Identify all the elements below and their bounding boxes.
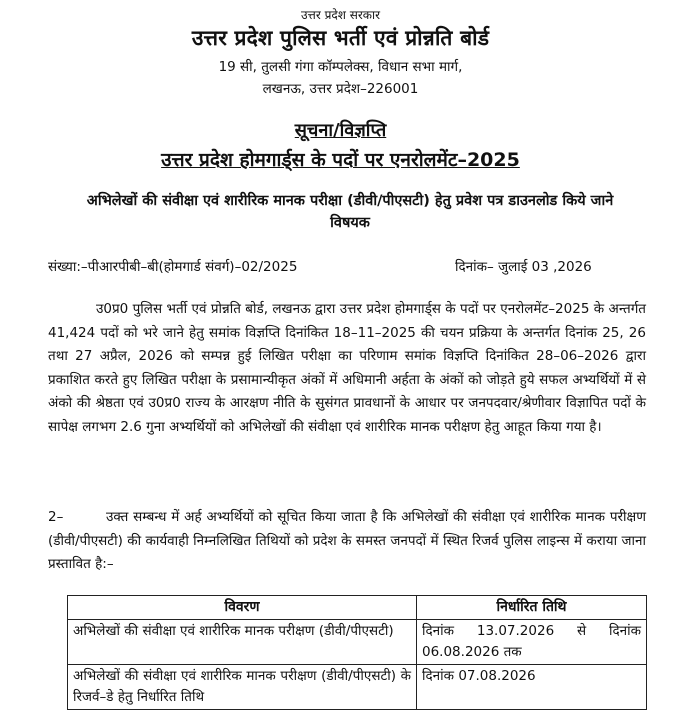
government-name: उत्तर प्रदेश सरकार [300,8,381,22]
address-line-2: लखनऊ, उत्तर प्रदेश–226001 [262,81,419,97]
board-name: उत्तर प्रदेश पुलिस भर्ती एवं प्रोन्नति बोर्ड [191,26,490,50]
table-header-date: निर्धारित तिथि [417,596,647,620]
reference-date: दिनांक– जुलाई 03 ,2026 [455,259,592,275]
table-header-description: विवरण [68,596,417,620]
table-cell-date: दिनांक 13.07.2026 से दिनांक 06.08.2026 तक [417,620,647,665]
paragraph-2-text: उक्त सम्बन्ध में अर्ह अभ्यर्थियों को सूचित किया जाता है कि अभिलेखों की संवीक्षा एवं शारीरिक मानक परीक्षण (डीवी/पीएसटी) की कार्यवाही निम्नलिखित तिथियों को प्रदेश के समस्त जनपदों में स्थित रिजर्व पुलिस लाइन्स में कराया जाना प्रस्तावित है:– [48,509,646,572]
paragraph-2-number: 2– [48,509,64,525]
notice-subject: अभिलेखों की संवीक्षा एवं शारीरिक मानक परीक्षा (डीवी/पीएसटी) हेतु प्रवेश पत्र डाउनलोड किये जाने विषयक [86,193,614,231]
table-row [68,665,647,710]
table-row [68,620,647,665]
notice-title: उत्तर प्रदेश होमगार्ड्स के पदों पर एनरोलमेंट–2025 [161,149,520,171]
table-cell-date: दिनांक 07.08.2026 [417,665,647,710]
table-cell-description: अभिलेखों की संवीक्षा एवं शारीरिक मानक परीक्षण (डीवी/पीएसटी) के रिजर्व–डे हेतु निर्धारित तिथि [68,665,417,710]
paragraph-1: उ0प्र0 पुलिस भर्ती एवं प्रोन्नति बोर्ड, लखनऊ द्वारा उत्तर प्रदेश होमगार्ड्स के पदों पर एनरोलमेंट–2025 के अन्तर्गत 41,424 पदों को भरे जाने हेतु समांक विज्ञप्ति दिनांकित 18–11–2025 की चयन प्रक्रिया के अन्तर्गत दिनांक 25, 26 तथा 27 अप्रैल, 2026 को सम्पन्न हुई लिखित परीक्षा का परिणाम समांक विज्ञप्ति दिनांकित 28–06–2026 द्वारा प्रकाशित करते हुए लिखित परीक्षा के प्रसामान्यीकृत अंकों में अधिमानी अर्हता के अंकों को जोड़ते हुये सफल अभ्यर्थियों में से अंको की श्रेष्ठता एवं उ0प्र0 राज्य के आरक्षण नीति के सुसंगत प्रावधानों के आधार पर जनपदवार/श्रेणीवार विज्ञापित पदों के सापेक्ष लगभग 2.6 गुना अभ्यर्थियों को अभिलेखों की संवीक्षा एवं शारीरिक मानक परीक्षण हेतु आहूत किया गया है। [48,301,646,435]
reference-number: संख्या:–पीआरपीबी–बी(होमगार्ड संवर्ग)–02/2025 [48,259,298,275]
schedule-table [67,595,647,710]
paragraph-2 [48,506,646,577]
table-header-row [68,596,647,620]
notice-label: सूचना/विज्ञप्ति [294,120,387,141]
address-line-1: 19 सी, तुलसी गंगा कॉम्पलेक्स, विधान सभा मार्ग, [218,59,463,75]
table-cell-description: अभिलेखों की संवीक्षा एवं शारीरिक मानक परीक्षण (डीवी/पीएसटी) [68,620,417,665]
